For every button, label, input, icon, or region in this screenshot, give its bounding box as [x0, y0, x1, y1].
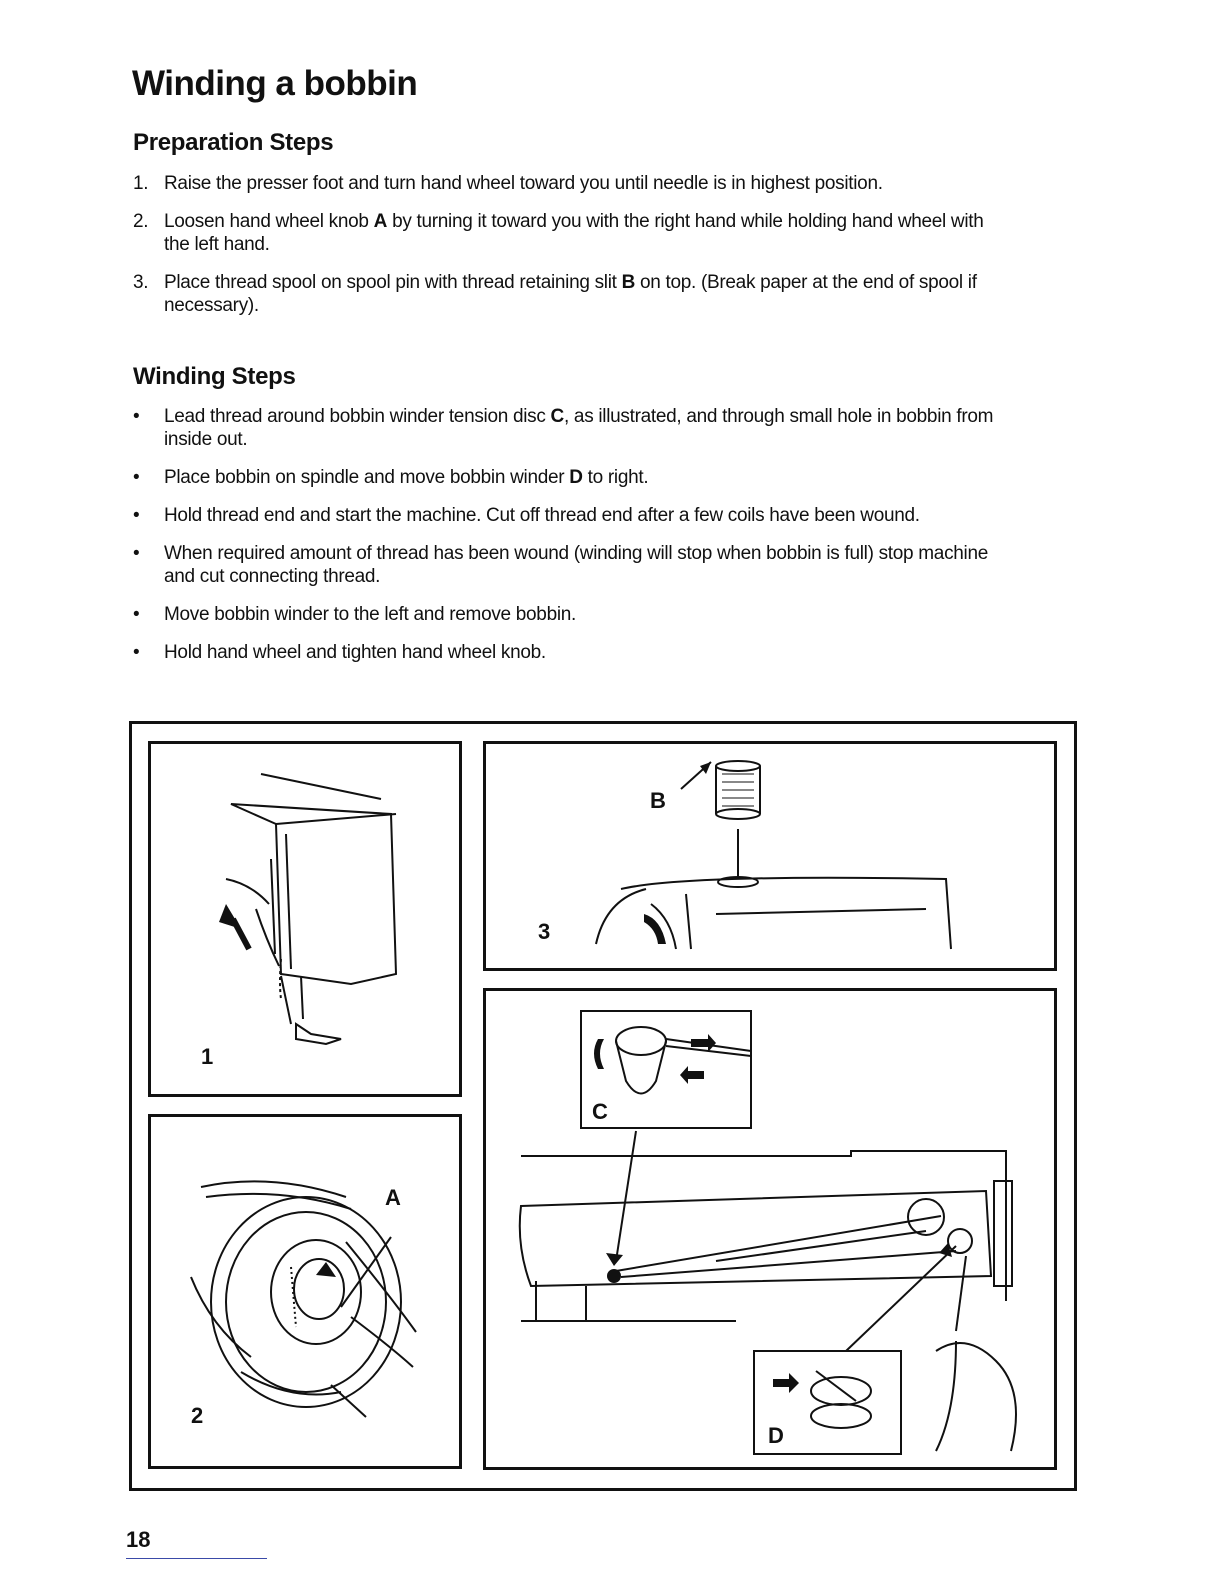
preparation-heading: Preparation Steps [133, 129, 334, 156]
figure-panel-1 [148, 741, 462, 1097]
figure-panel-3 [483, 741, 1057, 971]
figure-number: 3 [538, 919, 551, 944]
step-text: When required amount of thread has been wound (winding will stop when bobbin is full) stop machine and cut connecting thread. [164, 543, 988, 587]
step-text: Place thread spool on spool pin with thread retaining slit [164, 272, 622, 293]
figure-panel-4 [483, 988, 1057, 1470]
step-text: Raise the presser foot and turn hand wheel toward you until needle is in highest position. [164, 173, 883, 194]
preparation-step [133, 172, 1013, 195]
step-text: Hold thread end and start the machine. Cut off thread end after a few coils have been wound. [164, 505, 920, 526]
winding-step [133, 504, 1013, 527]
bullet: • [133, 406, 140, 427]
winding-step [133, 542, 1013, 588]
winding-step [133, 466, 1013, 489]
step-text: Lead thread around bobbin winder tension disc [164, 406, 551, 427]
spool-pin-illustration [486, 744, 1054, 968]
step-text: by turning it toward you with the right hand while holding hand wheel with the left hand. [164, 211, 984, 255]
figure-number: 2 [191, 1403, 204, 1428]
winding-step [133, 641, 1013, 664]
step-text: Hold hand wheel and tighten hand wheel knob. [164, 642, 546, 663]
step-number: 3. [133, 272, 149, 293]
step-text: Loosen hand wheel knob [164, 211, 374, 232]
step-text: to right. [582, 467, 649, 488]
step-text: Place bobbin on spindle and move bobbin winder [164, 467, 570, 488]
bullet: • [133, 604, 140, 625]
part-label: B [621, 272, 636, 293]
bullet: • [133, 505, 140, 526]
preparation-step [133, 271, 1013, 317]
callout-a: A [385, 1185, 401, 1210]
winding-heading: Winding Steps [133, 363, 296, 390]
figure-panel-2 [148, 1114, 462, 1469]
part-label: A [373, 211, 388, 232]
page-title: Winding a bobbin [132, 64, 418, 103]
bullet: • [133, 543, 140, 564]
figure-number: 1 [201, 1044, 214, 1069]
step-text: , as illustrated, and through small hole in bobbin from inside out. [164, 406, 994, 450]
bullet: • [133, 642, 140, 663]
presser-foot-illustration [151, 744, 459, 1094]
preparation-step [133, 210, 1013, 256]
step-number: 2. [133, 211, 149, 232]
step-text: Move bobbin winder to the left and remove bobbin. [164, 604, 577, 625]
bullet: • [133, 467, 140, 488]
winding-step [133, 603, 1013, 626]
part-label: C [550, 406, 564, 427]
step-number: 1. [133, 173, 149, 194]
callout-b: B [650, 788, 666, 813]
winding-steps-list [133, 405, 1013, 679]
part-label: D [569, 467, 583, 488]
callout-c: C [592, 1099, 608, 1124]
callout-d: D [768, 1423, 784, 1448]
step-text: on top. (Break paper at the end of spool if necessary). [164, 272, 977, 316]
bobbin-winder-illustration [486, 991, 1054, 1467]
winding-step [133, 405, 1013, 451]
preparation-steps-list [133, 172, 1013, 332]
page-number: 18 [126, 1527, 151, 1552]
footer-rule [126, 1558, 267, 1559]
